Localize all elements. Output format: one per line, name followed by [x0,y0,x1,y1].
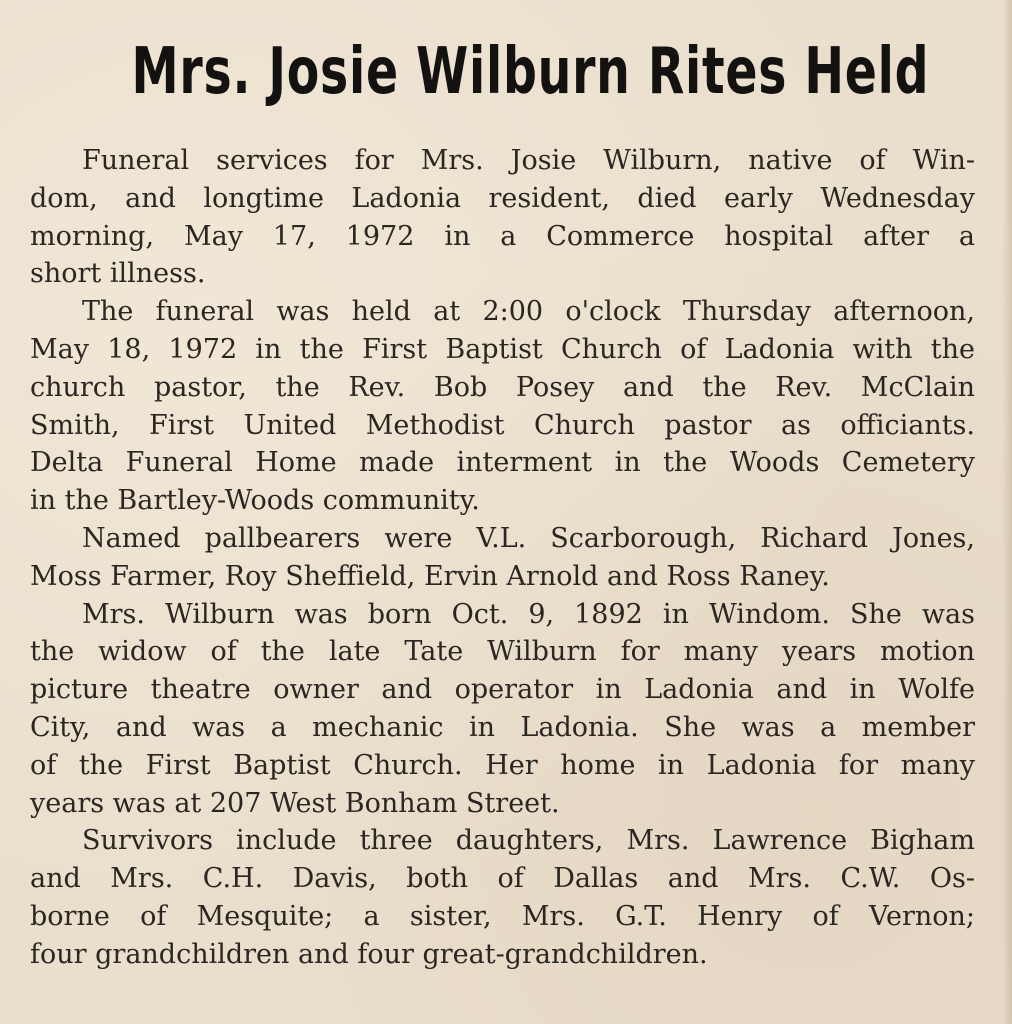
text-line: dom, and longtime Ladonia resident, died early Wednesday [30,182,975,214]
text-line: in the Bartley-Woods community. [30,485,480,517]
text-line: picture theatre owner and operator in Ladonia and in Wolfe [30,674,975,706]
text-line: years was at 207 West Bonham Street. [30,787,560,819]
text-line: of the First Baptist Church. Her home in Ladonia for many [30,749,975,781]
text-line: and Mrs. C.H. Davis, both of Dallas and Mrs. C.W. Os- [30,863,975,895]
text-line: May 18, 1972 in the First Baptist Church of Ladonia with the [30,333,975,365]
text-line: City, and was a mechanic in Ladonia. She was a member [30,711,975,743]
paragraph-pallbearers [30,520,975,596]
paragraph-survivors [30,822,975,973]
text-line: morning, May 17, 1972 in a Commerce hospital after a [30,220,975,252]
text-line: the widow of the late Tate Wilburn for many years motion [30,636,975,668]
text-line: church pastor, the Rev. Bob Posey and the Rev. McClain [30,371,975,403]
headline: Mrs. Josie Wilburn Rites Held [131,35,930,109]
paragraph-funeral-services [30,142,975,293]
text-line: The funeral was held at 2:00 o'clock Thursday afternoon, [82,296,975,328]
paragraph-biography [30,596,975,823]
text-line: Smith, First United Methodist Church pastor as officiants. [30,409,975,441]
article-body [30,142,975,974]
text-line: Delta Funeral Home made interment in the Woods Cemetery [30,447,975,479]
text-line: four grandchildren and four great-grandchildren. [30,938,708,970]
text-line: borne of Mesquite; a sister, Mrs. G.T. Henry of Vernon; [30,900,975,932]
text-line: Moss Farmer, Roy Sheffield, Ervin Arnold and Ross Raney. [30,560,830,592]
paragraph-funeral-held [30,293,975,520]
text-line: Named pallbearers were V.L. Scarborough, Richard Jones, [82,522,975,554]
text-line: Mrs. Wilburn was born Oct. 9, 1892 in Windom. She was [82,598,975,630]
text-line: short illness. [30,258,206,290]
text-line: Survivors include three daughters, Mrs. Lawrence Bigham [82,825,975,857]
text-line: Funeral services for Mrs. Josie Wilburn, native of Win- [82,145,975,176]
